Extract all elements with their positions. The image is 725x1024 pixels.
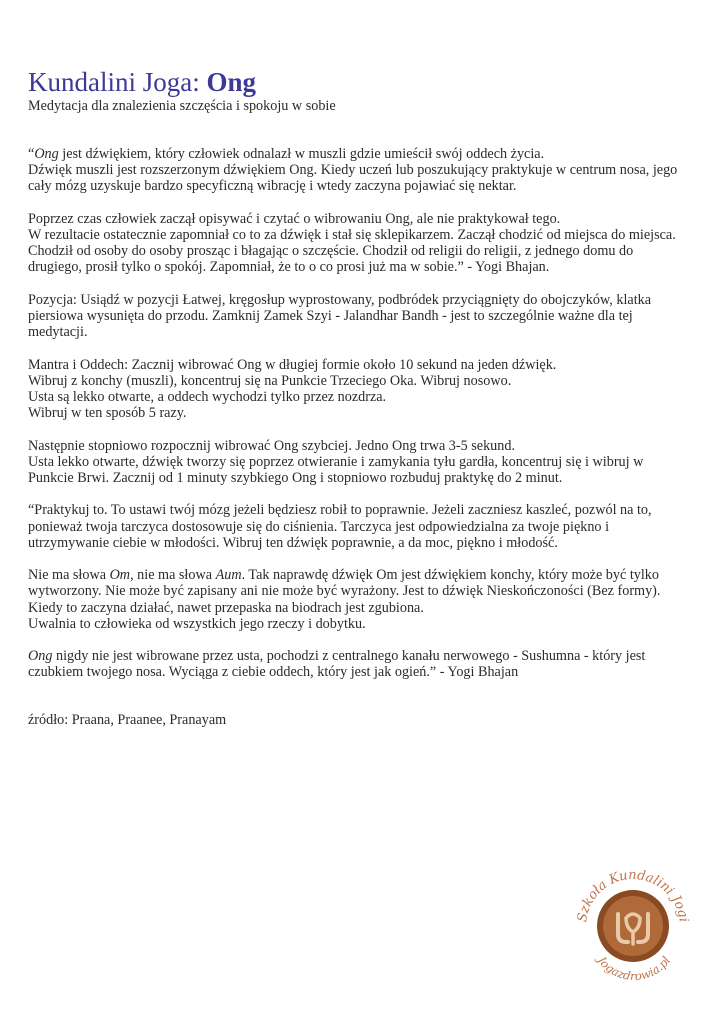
text-run: Usta lekko otwarte, dźwięk tworzy się poprzez otwieranie i zamykania tyłu gardła, koncentruj się i wibruj w — [28, 453, 644, 470]
text-line — [28, 146, 708, 162]
paragraph — [28, 146, 708, 195]
text-line — [28, 259, 708, 275]
text-line — [28, 405, 708, 421]
logo-ring-text-top: Szkoła Kundalini Jogi — [575, 867, 691, 924]
text-run: Poprzez czas człowiek zaczął opisywać i czytać o wibrowaniu Ong, ale nie praktykował tego. — [28, 210, 561, 227]
paragraph — [28, 438, 708, 487]
text-run: Nie ma słowa — [28, 567, 110, 584]
emphasis-text: Ong — [28, 648, 53, 665]
paragraph — [28, 567, 708, 632]
text-run: ponieważ twoja tarczyca dostosowuje się do ciśnienia. Tarczyca jest odpowiedzialna za twoje piękno i — [28, 518, 610, 535]
text-run: Punkcie Brwi. Zacznij od 1 minuty szybkiego Ong i stopniowo rozbuduj praktykę do 2 minut. — [28, 470, 563, 486]
source-note: źródło: Praana, Praanee, Pranayam — [28, 712, 227, 728]
text-line — [28, 162, 708, 178]
text-run: Wibruj w ten sposób 5 razy. — [28, 405, 187, 422]
text-run: “ — [28, 146, 35, 162]
text-line — [28, 438, 708, 454]
text-run: Następnie stopniowo rozpocznij wibrować Ong szybciej. Jedno Ong trwa 3-5 sekund. — [28, 437, 515, 454]
text-run: Wibruj z konchy (muszli), koncentruj się na Punkcie Trzeciego Oka. Wibruj nosowo. — [28, 372, 512, 389]
text-run: Mantra i Oddech: Zacznij wibrować Ong w długiej formie około 10 sekund na jeden dźwięk. — [28, 356, 557, 373]
logo-ring-text-bottom: Jogazdrowia.pl — [594, 953, 674, 984]
paragraph — [28, 357, 708, 422]
text-line — [28, 178, 708, 194]
text-run: czubkiem twojego nosa. Wyciąga z ciebie oddech, który jest jak ogień.” - Yogi Bhajan — [28, 664, 519, 681]
text-line — [28, 519, 708, 535]
text-line — [28, 470, 708, 486]
text-line — [28, 324, 708, 340]
text-line — [28, 600, 708, 616]
text-line — [28, 308, 708, 324]
title-prefix: Kundalini Joga: — [28, 67, 207, 97]
text-line — [28, 357, 708, 373]
text-run: drugiego, prosił tylko o spokój. Zapomniał, że to o co prosi już ma w sobie.” - Yogi Bhajan. — [28, 259, 550, 276]
text-run: . Tak naprawdę dźwięk Om jest dźwiękiem konchy, który może być tylko — [241, 567, 659, 584]
text-line — [28, 664, 708, 680]
text-line — [28, 567, 708, 583]
text-line — [28, 616, 708, 632]
text-line — [28, 648, 708, 664]
emphasis-text: Ong — [34, 146, 59, 162]
school-logo-seal — [568, 856, 698, 986]
text-run: Dźwięk muszli jest rozszerzonym dźwiękiem Ong. Kiedy uczeń lub poszukujący praktykuje w centrum nosa, jego — [28, 162, 678, 179]
paragraph — [28, 211, 708, 276]
page-title — [28, 66, 256, 98]
paragraph — [28, 648, 708, 680]
text-line — [28, 243, 708, 259]
paragraph — [28, 292, 708, 341]
text-line — [28, 583, 708, 599]
text-run: Uwalnia to człowieka od wszystkich jego rzeczy i dobytku. — [28, 615, 366, 632]
text-run: nigdy nie jest wibrowane przez usta, pochodzi z centralnego kanału nerwowego - Sushumna - który jest — [52, 648, 646, 665]
article-body — [28, 146, 708, 697]
text-run: utrzymywanie ciebie w młodości. Wibruj ten dźwięk poprawnie, a da moc, piękno i młodość. — [28, 534, 558, 551]
text-run: Kiedy to zaczyna działać, nawet przepaska na biodrach jest zgubiona. — [28, 599, 424, 616]
emphasis-text: Om — [109, 567, 131, 584]
text-line — [28, 454, 708, 470]
text-run: Pozycja: Usiądź w pozycji Łatwej, kręgosłup wyprostowany, podbródek przyciągnięty do obojczyków, klatka — [28, 291, 652, 308]
text-line — [28, 502, 708, 518]
text-line — [28, 227, 708, 243]
text-run: piersiowa wysunięta do przodu. Zamknij Zamek Szyi - Jalandhar Bandh - jest to szczególnie ważne dla tej — [28, 308, 633, 324]
page-subtitle: Medytacja dla znalezienia szczęścia i spokoju w sobie — [28, 98, 336, 114]
text-run: wytworzony. Nie może być zapisany ani nie może być wyrażony. Jest to dźwięk Nieskończoności (Bez formy). — [28, 583, 661, 600]
text-run: “Praktykuj to. To ustawi twój mózg jeżeli będziesz robił to poprawnie. Jeżeli zaczniesz kaszleć, pozwól na to, — [28, 502, 652, 519]
emphasis-text: Aum — [215, 567, 242, 584]
text-run: Chodził od osoby do osoby prosząc i błagając o szczęście. Chodził od religii do religii, z jednego domu do — [28, 243, 634, 260]
logo-disc-inner — [603, 896, 663, 956]
title-bold-word: Ong — [206, 67, 257, 97]
text-run: W rezultacie ostatecznie zapomniał co to za dźwięk i stał się sklepikarzem. Zaczął chodzić od miejsca do miejsca. — [28, 227, 676, 243]
paragraph — [28, 502, 708, 551]
text-run: Usta są lekko otwarte, a oddech wychodzi tylko przez nozdrza. — [28, 389, 387, 405]
text-line — [28, 373, 708, 389]
text-line — [28, 211, 708, 227]
text-line — [28, 389, 708, 405]
text-run: cały mózg uzyskuje bardzo specyficzną wibrację i wtedy zaczyna pojawiać się nektar. — [28, 178, 517, 195]
text-run: medytacji. — [28, 324, 88, 341]
text-line — [28, 292, 708, 308]
text-line — [28, 535, 708, 551]
text-run: , nie ma słowa — [130, 567, 216, 584]
text-run: jest dźwiękiem, który człowiek odnalazł w muszli gdzie umieścił swój oddech życia. — [58, 146, 545, 162]
